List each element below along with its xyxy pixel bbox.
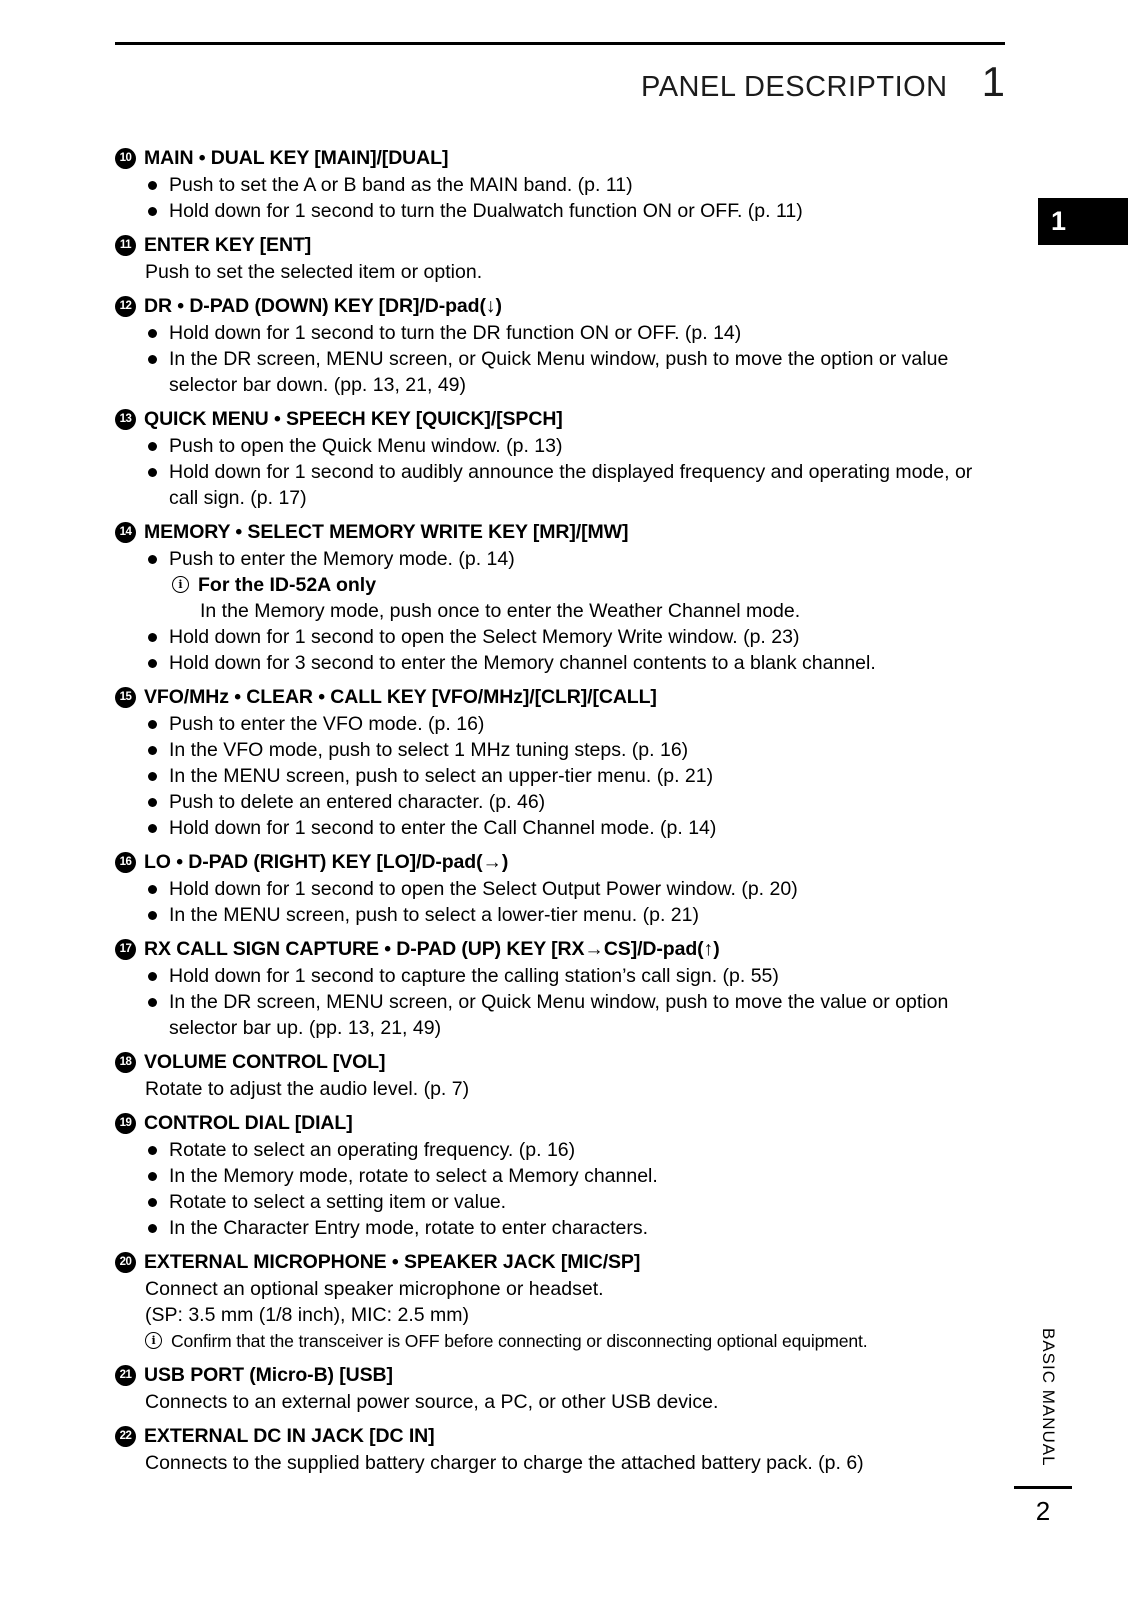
bullet-icon	[148, 798, 157, 807]
bullet-item	[115, 320, 1005, 346]
item-text: (SP: 3.5 mm (1/8 inch), MIC: 2.5 mm)	[145, 1304, 469, 1326]
section-heading-text: LO • D-PAD (RIGHT) KEY [LO]/D-pad(→)	[144, 851, 509, 873]
bullet-item	[115, 1163, 1005, 1189]
section-heading-text: USB PORT (Micro-B) [USB]	[144, 1364, 393, 1386]
plain-item	[115, 1076, 1005, 1102]
item-text: In the MENU screen, push to select a lower-tier menu. (p. 21)	[169, 904, 699, 926]
bullet-icon	[148, 1198, 157, 1207]
section-heading-text: QUICK MENU • SPEECH KEY [QUICK]/[SPCH]	[144, 408, 563, 430]
note-bold-item	[115, 572, 1005, 598]
item-text: Hold down for 1 second to capture the calling station’s call sign. (p. 55)	[169, 965, 779, 987]
bullet-icon	[148, 772, 157, 781]
bullet-item	[115, 172, 1005, 198]
bullet-icon	[148, 633, 157, 642]
bullet-icon	[148, 972, 157, 981]
item-text: Connects to an external power source, a PC, or other USB device.	[145, 1391, 719, 1413]
bullet-icon	[148, 1172, 157, 1181]
item-text: Push to open the Quick Menu window. (p. 13)	[169, 435, 563, 457]
section	[115, 850, 1005, 928]
section-heading	[115, 1424, 1005, 1449]
section-number-badge: 15	[115, 687, 136, 708]
page-title: PANEL DESCRIPTION	[641, 71, 948, 103]
bullet-icon	[148, 1224, 157, 1233]
bullet-icon	[148, 1146, 157, 1155]
section-number-badge: 12	[115, 296, 136, 317]
bullet-item	[115, 624, 1005, 650]
chapter-tab-label: 1	[1051, 206, 1067, 236]
section-heading-text: DR • D-PAD (DOWN) KEY [DR]/D-pad(↓)	[144, 295, 502, 317]
section-number-badge: 13	[115, 409, 136, 430]
section	[115, 1050, 1005, 1102]
section-number-badge: 11	[115, 235, 136, 256]
plain-item	[115, 1389, 1005, 1415]
plain-item	[115, 259, 1005, 285]
item-text: Connect an optional speaker microphone or headset.	[145, 1278, 604, 1300]
bullet-item	[115, 763, 1005, 789]
item-text: In the DR screen, MENU screen, or Quick Menu window, push to move the option or value selector bar down. (pp. 13, 21, 49)	[169, 348, 949, 396]
bullet-item	[115, 711, 1005, 737]
bullet-item	[115, 789, 1005, 815]
section	[115, 937, 1005, 1041]
section-heading-text: CONTROL DIAL [DIAL]	[144, 1112, 353, 1134]
section-heading	[115, 850, 1005, 875]
page-number-block	[1014, 1486, 1072, 1527]
section-heading	[115, 146, 1005, 171]
info-icon: i	[145, 1332, 162, 1349]
section-heading	[115, 1050, 1005, 1075]
section-heading-text: MAIN • DUAL KEY [MAIN]/[DUAL]	[144, 147, 449, 169]
section-heading	[115, 407, 1005, 432]
item-text: In the Memory mode, push once to enter the Weather Channel mode.	[200, 600, 801, 622]
section-heading	[115, 937, 1005, 962]
item-text: Hold down for 3 second to enter the Memory channel contents to a blank channel.	[169, 652, 876, 674]
bullet-item	[115, 963, 1005, 989]
item-text: Push to enter the Memory mode. (p. 14)	[169, 548, 515, 570]
plain-item	[115, 1302, 1005, 1328]
bullet-item	[115, 737, 1005, 763]
section-heading	[115, 1111, 1005, 1136]
section	[115, 233, 1005, 285]
bullet-item	[115, 902, 1005, 928]
chapter-number: 1	[981, 58, 1005, 105]
section	[115, 146, 1005, 224]
section	[115, 1250, 1005, 1354]
item-text: Push to enter the VFO mode. (p. 16)	[169, 713, 485, 735]
section-heading	[115, 1250, 1005, 1275]
section	[115, 1424, 1005, 1476]
chapter-tab	[1038, 198, 1128, 245]
bullet-item	[115, 1137, 1005, 1163]
bullet-icon	[148, 329, 157, 338]
section-heading-text: VFO/MHz • CLEAR • CALL KEY [VFO/MHz]/[CLR]/[CALL]	[144, 686, 657, 708]
bullet-icon	[148, 442, 157, 451]
note-sub-item	[115, 598, 1005, 624]
bullet-icon	[148, 207, 157, 216]
bullet-icon	[148, 555, 157, 564]
bullet-icon	[148, 720, 157, 729]
side-label: BASIC MANUAL	[1039, 1328, 1058, 1467]
item-text: In the VFO mode, push to select 1 MHz tuning steps. (p. 16)	[169, 739, 689, 761]
section-number-badge: 16	[115, 852, 136, 873]
bullet-item	[115, 459, 1005, 511]
bullet-item	[115, 346, 1005, 398]
section-heading	[115, 520, 1005, 545]
bullet-item	[115, 546, 1005, 572]
item-text: In the Memory mode, rotate to select a Memory channel.	[169, 1165, 658, 1187]
item-text: Rotate to select an operating frequency. (p. 16)	[169, 1139, 576, 1161]
info-icon: i	[172, 576, 189, 593]
page-number: 2	[1035, 1495, 1051, 1526]
section-heading-text: EXTERNAL MICROPHONE • SPEAKER JACK [MIC/SP]	[144, 1251, 641, 1273]
item-text: Hold down for 1 second to open the Select Memory Write window. (p. 23)	[169, 626, 800, 648]
note-item	[115, 1328, 1005, 1354]
section-number-badge: 21	[115, 1365, 136, 1386]
bullet-item	[115, 989, 1005, 1041]
item-text: Hold down for 1 second to turn the DR function ON or OFF. (p. 14)	[169, 322, 742, 344]
bullet-item	[115, 650, 1005, 676]
section	[115, 407, 1005, 511]
section-number-badge: 14	[115, 522, 136, 543]
section	[115, 294, 1005, 398]
section-heading	[115, 233, 1005, 258]
item-text: Connects to the supplied battery charger to charge the attached battery pack. (p. 6)	[145, 1452, 864, 1474]
item-text: Hold down for 1 second to open the Select Output Power window. (p. 20)	[169, 878, 798, 900]
section-number-badge: 20	[115, 1252, 136, 1273]
item-text: Push to delete an entered character. (p. 46)	[169, 791, 546, 813]
bullet-item	[115, 876, 1005, 902]
page-header	[115, 58, 1005, 106]
section-heading	[115, 685, 1005, 710]
section-number-badge: 19	[115, 1113, 136, 1134]
item-text: Push to set the A or B band as the MAIN band. (p. 11)	[169, 174, 633, 196]
section	[115, 685, 1005, 841]
section-heading	[115, 294, 1005, 319]
section	[115, 1363, 1005, 1415]
bullet-icon	[148, 746, 157, 755]
item-text: In the MENU screen, push to select an upper-tier menu. (p. 21)	[169, 765, 714, 787]
item-text: Rotate to adjust the audio level. (p. 7)	[145, 1078, 470, 1100]
page-number-rule	[1014, 1486, 1072, 1489]
item-text: Push to set the selected item or option.	[145, 261, 483, 283]
bullet-icon	[148, 885, 157, 894]
bullet-icon	[148, 824, 157, 833]
bullet-icon	[148, 355, 157, 364]
section-heading-text: VOLUME CONTROL [VOL]	[144, 1051, 386, 1073]
section-number-badge: 17	[115, 939, 136, 960]
item-text: Hold down for 1 second to turn the Dualwatch function ON or OFF. (p. 11)	[169, 200, 803, 222]
section-number-badge: 10	[115, 148, 136, 169]
item-text: In the Character Entry mode, rotate to enter characters.	[169, 1217, 649, 1239]
section-heading-text: RX CALL SIGN CAPTURE • D-PAD (UP) KEY [RX→CS]/D-pad(↑)	[144, 938, 720, 960]
section-number-badge: 18	[115, 1052, 136, 1073]
item-text: Rotate to select a setting item or value.	[169, 1191, 507, 1213]
bullet-item	[115, 433, 1005, 459]
bullet-item	[115, 1215, 1005, 1241]
section-heading-text: MEMORY • SELECT MEMORY WRITE KEY [MR]/[MW]	[144, 521, 629, 543]
bullet-icon	[148, 468, 157, 477]
section-heading-text: ENTER KEY [ENT]	[144, 234, 312, 256]
section	[115, 520, 1005, 676]
top-rule	[115, 42, 1005, 45]
section-number-badge: 22	[115, 1426, 136, 1447]
bullet-icon	[148, 911, 157, 920]
bullet-icon	[148, 181, 157, 190]
plain-item	[115, 1450, 1005, 1476]
item-text: Confirm that the transceiver is OFF before connecting or disconnecting optional equipment.	[171, 1331, 868, 1351]
bullet-item	[115, 198, 1005, 224]
content	[115, 146, 1005, 1476]
section-heading-text: EXTERNAL DC IN JACK [DC IN]	[144, 1425, 435, 1447]
bullet-icon	[148, 998, 157, 1007]
item-text: Hold down for 1 second to audibly announce the displayed frequency and operating mode, or call sign. (p. 17)	[169, 461, 973, 509]
bullet-item	[115, 1189, 1005, 1215]
bullet-icon	[148, 659, 157, 668]
section	[115, 1111, 1005, 1241]
item-text: For the ID-52A only	[198, 574, 377, 596]
section-heading	[115, 1363, 1005, 1388]
bullet-item	[115, 815, 1005, 841]
plain-item	[115, 1276, 1005, 1302]
item-text: Hold down for 1 second to enter the Call Channel mode. (p. 14)	[169, 817, 717, 839]
item-text: In the DR screen, MENU screen, or Quick Menu window, push to move the value or option selector bar up. (pp. 13, 21, 49)	[169, 991, 949, 1039]
